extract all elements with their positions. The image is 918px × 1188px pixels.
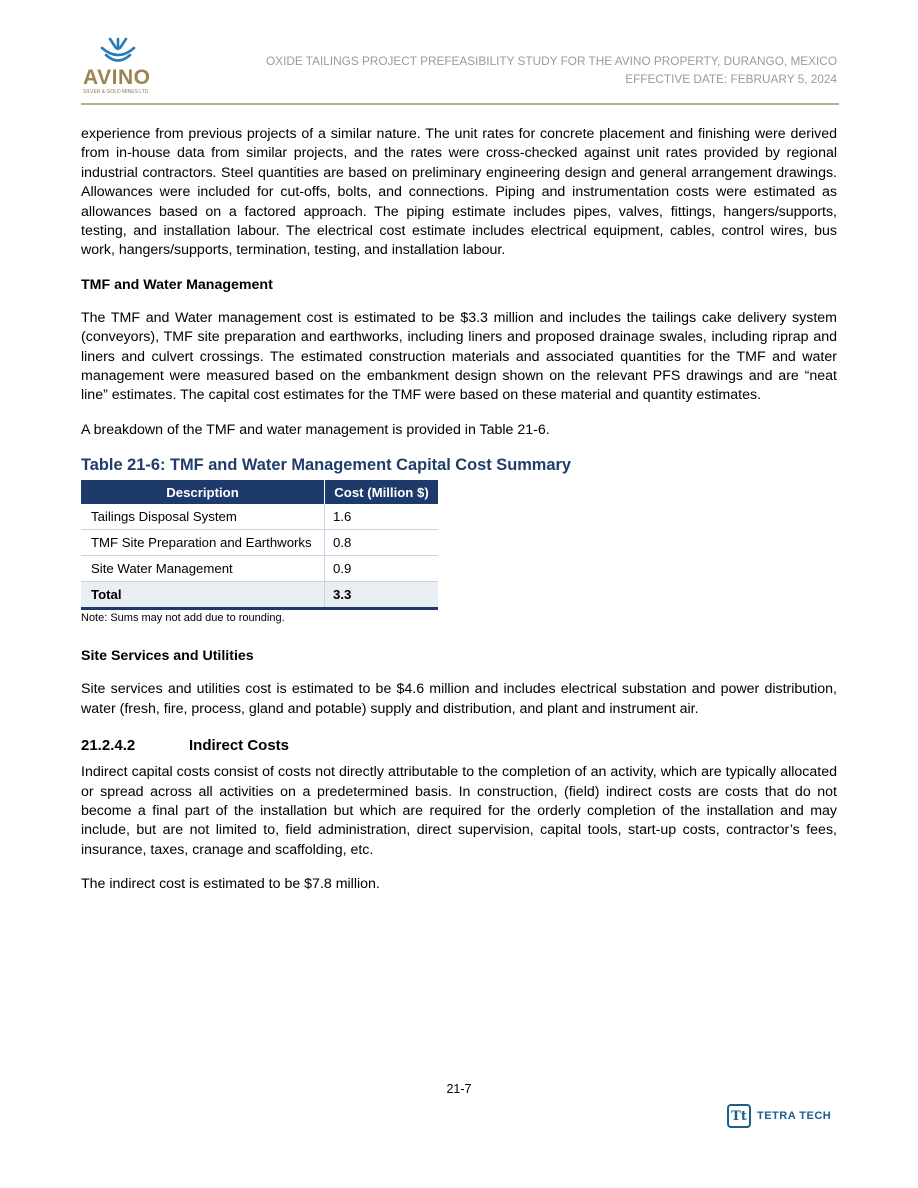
tetra-tech-wordmark: TETRA TECH — [757, 1110, 832, 1122]
section-heading-indirect-costs — [81, 737, 837, 754]
tetra-tech-logo — [727, 1104, 831, 1128]
table-row — [81, 530, 438, 556]
paragraph-indirect-costs: Indirect capital costs consist of costs not directly attributable to the completion of an activity, which are typically allocated or spread across all activities on a predetermined basis. In construction, (field) indirect costs are costs that do not become a final part of the installation but which are required for the orderly completion of the installation and may include, but are not limited to, field administration, direct supervision, capital tools, start-up costs, contractor’s fees, insurance, taxes, cranage and scaffolding, etc. — [81, 764, 837, 858]
section-title: Indirect Costs — [189, 737, 290, 755]
header-title: OXIDE TAILINGS PROJECT PREFEASIBILITY STUDY FOR THE AVINO PROPERTY, DURANGO, MEXICO — [266, 54, 837, 68]
row-description: TMF Site Preparation and Earthworks — [81, 530, 325, 556]
cost-summary-table — [81, 480, 438, 610]
row-description: Tailings Disposal System — [81, 504, 325, 530]
tetra-tech-mark-icon: Tt — [727, 1104, 751, 1128]
row-description: Site Water Management — [81, 556, 325, 582]
total-cost: 3.3 — [325, 582, 439, 609]
paragraph-tmf-cost: The TMF and Water management cost is estimated to be $3.3 million and includes the tailings cake delivery system (conveyors), TMF site preparation and earthworks, including liners and proposed drainage swales, including riprap and liners and culvert crossings. The estimated construction materials and associated quantities for the TMF and water management were measured based on the embankment design shown on the relevant PFS drawings and are “neat line” estimates. The capital cost estimates for the TMF were based on these material and quantity estimates. — [81, 309, 837, 404]
paragraph-unit-rates: experience from previous projects of a similar nature. The unit rates for concrete placement and finishing were derived from in-house data from similar projects, and the rates were cross-checked against unit rates provided by regional industrial contractors. Steel quantities are based on preliminary engineering design and general arrangement drawings. Allowances were included for cut-offs, bolts, and connections. Piping and instrumentation costs were estimated as allowances based on a factored approach. The piping estimate includes pipes, valves, fittings, hangers/supports, testing, and installation labour. The electrical cost estimate includes electrical equipment, cables, control wires, bus work, hangers/supports, termination, testing, and installation labour. — [81, 126, 837, 259]
page-number: 21-7 — [446, 1082, 472, 1096]
column-header-cost: Cost (Million $) — [325, 480, 439, 504]
row-cost: 0.9 — [325, 556, 439, 582]
header-divider — [81, 103, 839, 105]
heading-tmf-water: TMF and Water Management — [81, 276, 273, 293]
column-header-description: Description — [81, 480, 325, 504]
logo-wordmark: AVINO — [83, 66, 151, 89]
running-header — [266, 52, 837, 88]
heading-site-services: Site Services and Utilities — [81, 648, 254, 665]
header-date: EFFECTIVE DATE: FEBRUARY 5, 2024 — [625, 72, 837, 86]
page-body — [81, 125, 837, 895]
table-row — [81, 504, 438, 530]
row-cost: 0.8 — [325, 530, 439, 556]
logo-subtitle: SILVER & GOLD MINES LTD. — [83, 89, 150, 95]
table-row — [81, 556, 438, 582]
section-number: 21.2.4.2 — [81, 737, 136, 755]
paragraph-breakdown-ref: A breakdown of the TMF and water management is provided in Table 21-6. — [81, 421, 550, 438]
table-total-row — [81, 582, 438, 609]
table-header-row — [81, 480, 438, 504]
row-cost: 1.6 — [325, 504, 439, 530]
paragraph-site-services: Site services and utilities cost is estimated to be $4.6 million and includes electrical substation and power distribution, water (fresh, fire, process, gland and potable) supply and distribution, and plant and instrument air. — [81, 681, 837, 717]
total-label: Total — [81, 582, 325, 609]
table-note: Note: Sums may not add due to rounding. — [81, 612, 285, 625]
table-caption: Table 21-6: TMF and Water Management Capital Cost Summary — [81, 456, 571, 475]
paragraph-indirect-estimate: The indirect cost is estimated to be $7.8 million. — [81, 876, 380, 893]
